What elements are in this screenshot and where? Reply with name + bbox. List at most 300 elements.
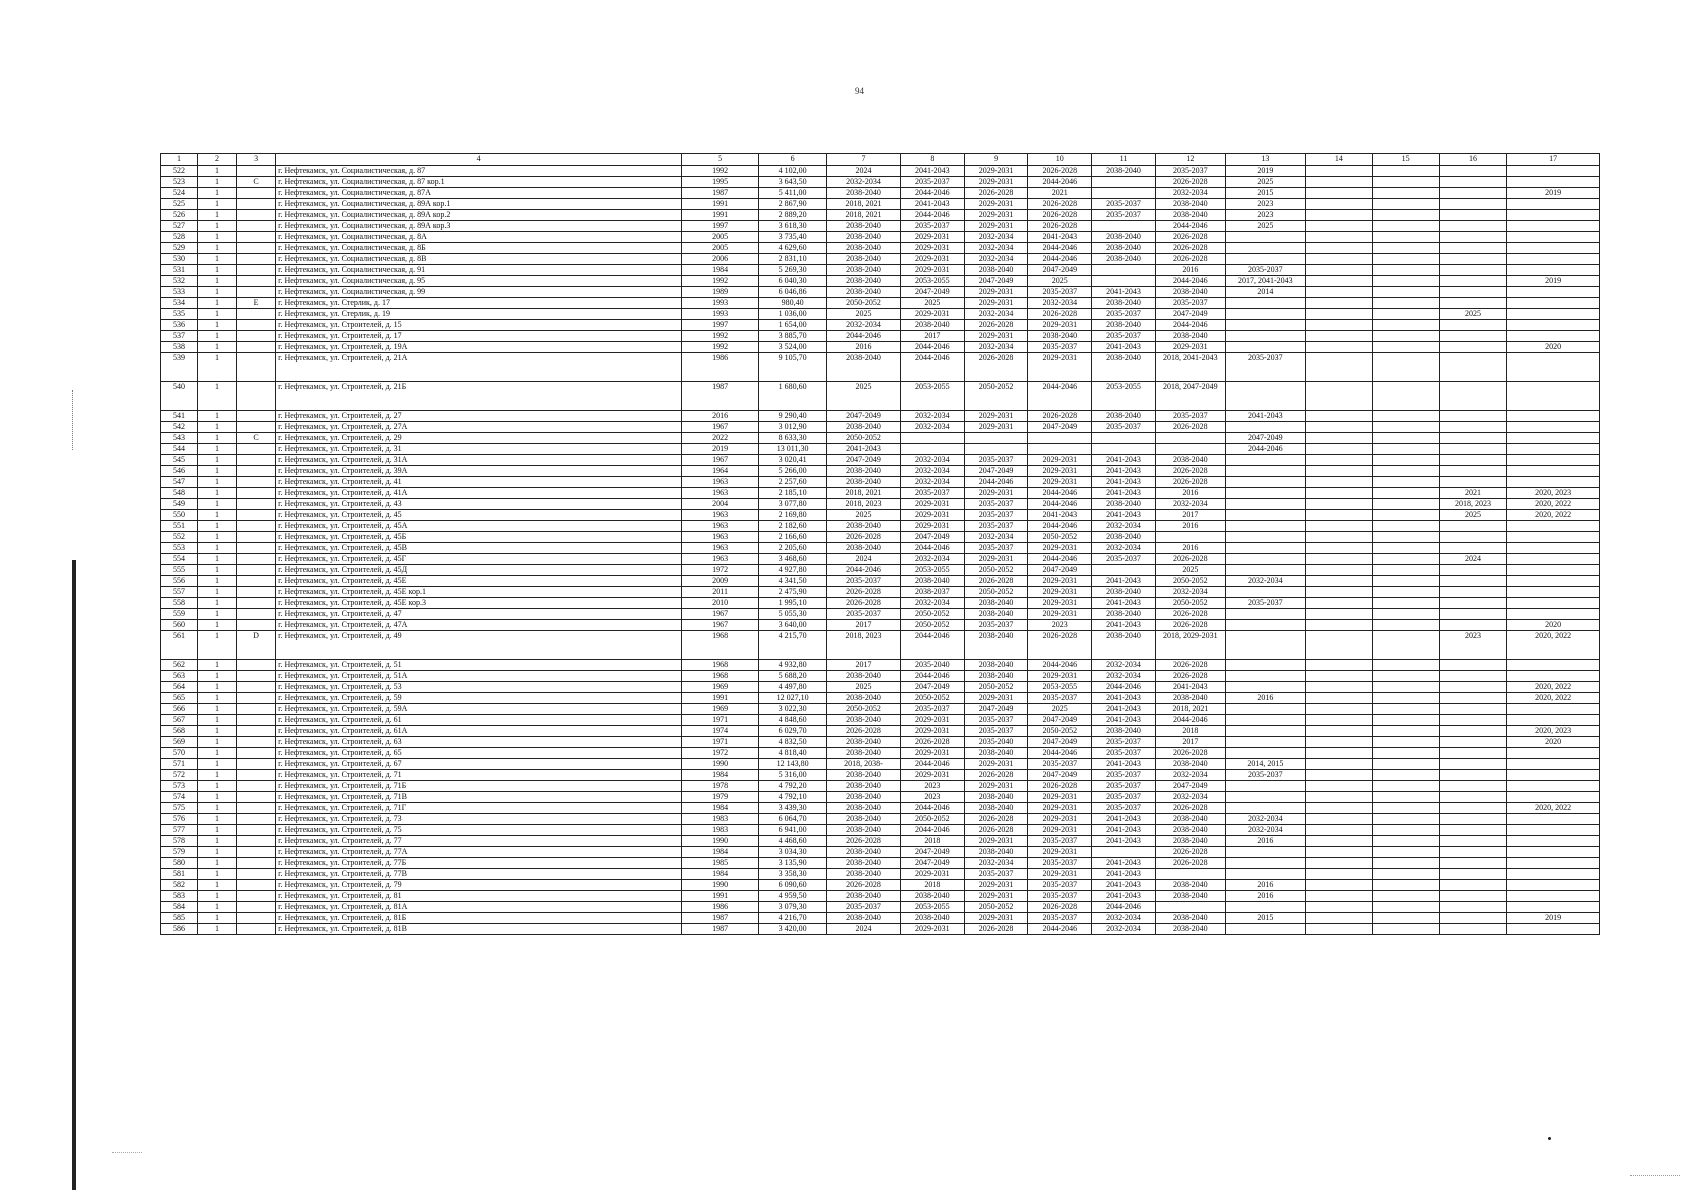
table-cell-col-1: 525 — [161, 199, 198, 210]
table-cell-col-11: 2041-2043 — [1092, 880, 1156, 891]
table-cell-col-5: 2005 — [682, 232, 759, 243]
table-cell-col-16 — [1439, 748, 1507, 759]
table-cell-col-3 — [237, 342, 276, 353]
table-cell-col-3 — [237, 748, 276, 759]
table-cell-col-3 — [237, 455, 276, 466]
table-cell-col-16: 2023 — [1439, 631, 1507, 660]
table-cell-col-8 — [901, 433, 965, 444]
table-cell-col-3 — [237, 565, 276, 576]
table-cell-col-16 — [1439, 609, 1507, 620]
table-cell-col-13 — [1225, 609, 1305, 620]
table-cell-col-9: 2026-2028 — [964, 353, 1028, 382]
table-cell-col-12: 2035-2037 — [1155, 411, 1225, 422]
table-cell-col-6: 13 011,30 — [759, 444, 827, 455]
table-cell-col-4: г. Нефтекамск, ул. Строителей, д. 27 — [276, 411, 682, 422]
table-cell-col-2: 1 — [198, 565, 237, 576]
table-cell-col-13: 2047-2049 — [1225, 433, 1305, 444]
table-cell-col-4: г. Нефтекамск, ул. Строителей, д. 43 — [276, 499, 682, 510]
table-cell-col-7: 2026-2028 — [827, 726, 901, 737]
table-cell-col-9: 2029-2031 — [964, 287, 1028, 298]
table-cell-col-7: 2044-2046 — [827, 565, 901, 576]
table-cell-col-14 — [1305, 265, 1372, 276]
table-cell-col-6: 8 633,30 — [759, 433, 827, 444]
table-cell-col-9: 2029-2031 — [964, 177, 1028, 188]
table-cell-col-12 — [1155, 433, 1225, 444]
table-cell-col-17: 2020, 2023 — [1507, 488, 1600, 499]
table-cell-col-9: 2038-2040 — [964, 660, 1028, 671]
table-cell-col-2: 1 — [198, 510, 237, 521]
table-cell-col-12: 2044-2046 — [1155, 276, 1225, 287]
table-cell-col-11 — [1092, 847, 1156, 858]
table-cell-col-15 — [1372, 521, 1439, 532]
table-cell-col-17 — [1507, 748, 1600, 759]
table-cell-col-4: г. Нефтекамск, ул. Строителей, д. 79 — [276, 880, 682, 891]
table-cell-col-7: 2038-2040 — [827, 814, 901, 825]
table-cell-col-7: 2035-2037 — [827, 576, 901, 587]
table-cell-col-6: 4 792,10 — [759, 792, 827, 803]
table-cell-col-4: г. Нефтекамск, ул. Социалистическая, д. 91 — [276, 265, 682, 276]
table-cell-col-13 — [1225, 510, 1305, 521]
table-cell-col-14 — [1305, 243, 1372, 254]
table-cell-col-15 — [1372, 466, 1439, 477]
table-cell-col-9: 2026-2028 — [964, 924, 1028, 935]
table-cell-col-17 — [1507, 891, 1600, 902]
table-cell-col-16 — [1439, 880, 1507, 891]
table-row — [161, 847, 1600, 858]
table-cell-col-4: г. Нефтекамск, ул. Социалистическая, д. 8Б — [276, 243, 682, 254]
table-cell-col-7: 2038-2040 — [827, 521, 901, 532]
table-cell-col-12: 2038-2040 — [1155, 759, 1225, 770]
table-cell-col-8: 2038-2040 — [901, 891, 965, 902]
table-cell-col-16 — [1439, 422, 1507, 433]
table-cell-col-4: г. Нефтекамск, ул. Строителей, д. 21А — [276, 353, 682, 382]
table-cell-col-2: 1 — [198, 331, 237, 342]
table-cell-col-16: 2021 — [1439, 488, 1507, 499]
table-cell-col-4: г. Нефтекамск, ул. Строителей, д. 77Б — [276, 858, 682, 869]
table-cell-col-6: 2 205,60 — [759, 543, 827, 554]
table-cell-col-13: 2023 — [1225, 199, 1305, 210]
table-cell-col-11: 2041-2043 — [1092, 598, 1156, 609]
table-cell-col-8: 2041-2043 — [901, 166, 965, 177]
table-cell-col-15 — [1372, 671, 1439, 682]
table-cell-col-15 — [1372, 598, 1439, 609]
table-cell-col-10: 2021 — [1028, 188, 1092, 199]
table-cell-col-13 — [1225, 543, 1305, 554]
table-cell-col-1: 574 — [161, 792, 198, 803]
table-row — [161, 891, 1600, 902]
table-cell-col-1: 535 — [161, 309, 198, 320]
table-row — [161, 254, 1600, 265]
table-cell-col-14 — [1305, 411, 1372, 422]
table-cell-col-1: 549 — [161, 499, 198, 510]
table-cell-col-10: 2044-2046 — [1028, 382, 1092, 411]
table-cell-col-13 — [1225, 671, 1305, 682]
table-cell-col-7: 2044-2046 — [827, 331, 901, 342]
table-cell-col-7: 2038-2040 — [827, 715, 901, 726]
table-cell-col-12: 2026-2028 — [1155, 554, 1225, 565]
table-cell-col-17 — [1507, 836, 1600, 847]
table-cell-col-9: 2035-2037 — [964, 499, 1028, 510]
table-cell-col-2: 1 — [198, 232, 237, 243]
table-cell-col-1: 565 — [161, 693, 198, 704]
table-cell-col-6: 3 640,00 — [759, 620, 827, 631]
table-cell-col-15 — [1372, 902, 1439, 913]
table-cell-col-4: г. Нефтекамск, ул. Строителей, д. 71Г — [276, 803, 682, 814]
table-cell-col-12: 2044-2046 — [1155, 320, 1225, 331]
table-cell-col-3 — [237, 836, 276, 847]
table-cell-col-1: 533 — [161, 287, 198, 298]
table-cell-col-5: 1963 — [682, 488, 759, 499]
table-cell-col-3 — [237, 803, 276, 814]
table-cell-col-17 — [1507, 924, 1600, 935]
column-header-4: 4 — [276, 154, 682, 166]
table-cell-col-9: 2026-2028 — [964, 814, 1028, 825]
table-cell-col-8: 2050-2052 — [901, 609, 965, 620]
table-cell-col-11: 2041-2043 — [1092, 858, 1156, 869]
table-cell-col-14 — [1305, 858, 1372, 869]
table-cell-col-2: 1 — [198, 576, 237, 587]
table-cell-col-1: 522 — [161, 166, 198, 177]
table-cell-col-6: 4 932,80 — [759, 660, 827, 671]
column-header-16: 16 — [1439, 154, 1507, 166]
table-cell-col-3 — [237, 671, 276, 682]
table-cell-col-4: г. Нефтекамск, ул. Строителей, д. 17 — [276, 331, 682, 342]
table-cell-col-9: 2035-2037 — [964, 510, 1028, 521]
table-cell-col-8: 2047-2049 — [901, 532, 965, 543]
table-cell-col-6: 4 959,50 — [759, 891, 827, 902]
table-cell-col-11: 2038-2040 — [1092, 499, 1156, 510]
table-cell-col-5: 1992 — [682, 331, 759, 342]
table-row — [161, 298, 1600, 309]
table-cell-col-12: 2038-2040 — [1155, 913, 1225, 924]
table-cell-col-1: 559 — [161, 609, 198, 620]
table-cell-col-11: 2041-2043 — [1092, 488, 1156, 499]
table-cell-col-9: 2035-2037 — [964, 869, 1028, 880]
table-cell-col-5: 1978 — [682, 781, 759, 792]
table-cell-col-5: 1997 — [682, 221, 759, 232]
table-cell-col-14 — [1305, 287, 1372, 298]
table-cell-col-12: 2026-2028 — [1155, 177, 1225, 188]
table-row — [161, 726, 1600, 737]
table-cell-col-7: 2032-2034 — [827, 177, 901, 188]
table-cell-col-16 — [1439, 433, 1507, 444]
table-cell-col-12: 2026-2028 — [1155, 858, 1225, 869]
table-cell-col-17 — [1507, 781, 1600, 792]
table-cell-col-6: 1 680,60 — [759, 382, 827, 411]
table-row — [161, 455, 1600, 466]
table-cell-col-16 — [1439, 671, 1507, 682]
column-header-14: 14 — [1305, 154, 1372, 166]
table-cell-col-16 — [1439, 455, 1507, 466]
table-cell-col-15 — [1372, 913, 1439, 924]
table-row — [161, 631, 1600, 660]
table-cell-col-14 — [1305, 693, 1372, 704]
table-cell-col-2: 1 — [198, 781, 237, 792]
table-cell-col-17: 2019 — [1507, 188, 1600, 199]
table-cell-col-8: 2025 — [901, 298, 965, 309]
table-row — [161, 587, 1600, 598]
table-cell-col-15 — [1372, 199, 1439, 210]
table-cell-col-2: 1 — [198, 726, 237, 737]
table-cell-col-10: 2026-2028 — [1028, 166, 1092, 177]
table-cell-col-14 — [1305, 477, 1372, 488]
table-cell-col-1: 564 — [161, 682, 198, 693]
table-cell-col-2: 1 — [198, 737, 237, 748]
table-cell-col-4: г. Нефтекамск, ул. Строителей, д. 81А — [276, 902, 682, 913]
table-cell-col-15 — [1372, 210, 1439, 221]
table-cell-col-10: 2025 — [1028, 704, 1092, 715]
table-cell-col-7: 2038-2040 — [827, 803, 901, 814]
table-cell-col-17 — [1507, 243, 1600, 254]
table-cell-col-14 — [1305, 825, 1372, 836]
table-row — [161, 287, 1600, 298]
table-cell-col-12: 2038-2040 — [1155, 814, 1225, 825]
table-cell-col-17 — [1507, 532, 1600, 543]
table-cell-col-10: 2041-2043 — [1028, 232, 1092, 243]
table-cell-col-2: 1 — [198, 254, 237, 265]
table-cell-col-6: 2 475,90 — [759, 587, 827, 598]
table-cell-col-7: 2017 — [827, 660, 901, 671]
table-cell-col-17 — [1507, 298, 1600, 309]
table-cell-col-12: 2026-2028 — [1155, 466, 1225, 477]
table-cell-col-11: 2035-2037 — [1092, 309, 1156, 320]
table-cell-col-9: 2050-2052 — [964, 587, 1028, 598]
table-cell-col-8: 2026-2028 — [901, 737, 965, 748]
table-cell-col-8: 2029-2031 — [901, 726, 965, 737]
table-cell-col-9: 2029-2031 — [964, 221, 1028, 232]
table-cell-col-11: 2035-2037 — [1092, 770, 1156, 781]
table-cell-col-10: 2025 — [1028, 276, 1092, 287]
table-cell-col-16 — [1439, 210, 1507, 221]
table-cell-col-5: 1969 — [682, 704, 759, 715]
table-cell-col-1: 551 — [161, 521, 198, 532]
table-cell-col-3 — [237, 199, 276, 210]
table-cell-col-2: 1 — [198, 880, 237, 891]
table-cell-col-1: 536 — [161, 320, 198, 331]
table-cell-col-11: 2038-2040 — [1092, 232, 1156, 243]
column-header-15: 15 — [1372, 154, 1439, 166]
table-cell-col-13 — [1225, 792, 1305, 803]
table-cell-col-3 — [237, 587, 276, 598]
table-cell-col-9: 2032-2034 — [964, 342, 1028, 353]
table-cell-col-1: 552 — [161, 532, 198, 543]
table-cell-col-17 — [1507, 287, 1600, 298]
table-cell-col-1: 527 — [161, 221, 198, 232]
table-cell-col-5: 1972 — [682, 748, 759, 759]
table-row — [161, 737, 1600, 748]
table-cell-col-13 — [1225, 309, 1305, 320]
table-cell-col-16 — [1439, 726, 1507, 737]
table-cell-col-1: 573 — [161, 781, 198, 792]
table-cell-col-9: 2035-2037 — [964, 620, 1028, 631]
table-cell-col-3 — [237, 682, 276, 693]
table-cell-col-6: 3 012,90 — [759, 422, 827, 433]
table-cell-col-13 — [1225, 858, 1305, 869]
table-cell-col-8: 2029-2031 — [901, 869, 965, 880]
table-cell-col-7: 2041-2043 — [827, 444, 901, 455]
table-row — [161, 814, 1600, 825]
table-cell-col-2: 1 — [198, 770, 237, 781]
table-cell-col-12: 2038-2040 — [1155, 199, 1225, 210]
table-cell-col-16 — [1439, 199, 1507, 210]
table-cell-col-3 — [237, 598, 276, 609]
table-cell-col-2: 1 — [198, 924, 237, 935]
table-cell-col-13: 2032-2034 — [1225, 814, 1305, 825]
table-cell-col-2: 1 — [198, 243, 237, 254]
table-cell-col-9: 2029-2031 — [964, 891, 1028, 902]
table-row — [161, 466, 1600, 477]
table-cell-col-7: 2025 — [827, 510, 901, 521]
table-cell-col-10: 2044-2046 — [1028, 177, 1092, 188]
table-cell-col-14 — [1305, 726, 1372, 737]
table-cell-col-2: 1 — [198, 847, 237, 858]
table-cell-col-13: 2035-2037 — [1225, 770, 1305, 781]
table-cell-col-7: 2047-2049 — [827, 411, 901, 422]
table-cell-col-7: 2035-2037 — [827, 902, 901, 913]
table-cell-col-5: 1991 — [682, 891, 759, 902]
table-cell-col-12: 2018, 2047-2049 — [1155, 382, 1225, 411]
table-row — [161, 781, 1600, 792]
table-row — [161, 265, 1600, 276]
table-cell-col-3 — [237, 792, 276, 803]
table-cell-col-9: 2047-2049 — [964, 466, 1028, 477]
table-cell-col-14 — [1305, 221, 1372, 232]
table-cell-col-13: 2014 — [1225, 287, 1305, 298]
table-cell-col-15 — [1372, 532, 1439, 543]
table-cell-col-10: 2029-2031 — [1028, 587, 1092, 598]
table-cell-col-5: 1991 — [682, 693, 759, 704]
table-row — [161, 188, 1600, 199]
table-cell-col-14 — [1305, 532, 1372, 543]
table-cell-col-13: 2016 — [1225, 693, 1305, 704]
table-cell-col-6: 3 618,30 — [759, 221, 827, 232]
table-cell-col-7: 2038-2040 — [827, 188, 901, 199]
table-cell-col-13 — [1225, 466, 1305, 477]
table-cell-col-11: 2044-2046 — [1092, 682, 1156, 693]
table-cell-col-2: 1 — [198, 587, 237, 598]
table-cell-col-13: 2044-2046 — [1225, 444, 1305, 455]
table-cell-col-1: 532 — [161, 276, 198, 287]
table-cell-col-5: 2019 — [682, 444, 759, 455]
table-cell-col-11: 2038-2040 — [1092, 243, 1156, 254]
table-cell-col-8: 2029-2031 — [901, 499, 965, 510]
table-row — [161, 199, 1600, 210]
table-cell-col-10: 2026-2028 — [1028, 411, 1092, 422]
table-cell-col-14 — [1305, 803, 1372, 814]
table-cell-col-11: 2032-2034 — [1092, 671, 1156, 682]
table-cell-col-5: 1967 — [682, 609, 759, 620]
table-cell-col-3 — [237, 660, 276, 671]
table-cell-col-16 — [1439, 576, 1507, 587]
table-cell-col-8: 2044-2046 — [901, 803, 965, 814]
table-cell-col-10: 2044-2046 — [1028, 554, 1092, 565]
table-cell-col-11: 2041-2043 — [1092, 836, 1156, 847]
table-cell-col-6: 2 182,60 — [759, 521, 827, 532]
table-cell-col-3 — [237, 869, 276, 880]
table-cell-col-8: 2029-2031 — [901, 748, 965, 759]
table-cell-col-8: 2044-2046 — [901, 671, 965, 682]
table-cell-col-15 — [1372, 924, 1439, 935]
table-cell-col-10: 2029-2031 — [1028, 825, 1092, 836]
table-cell-col-9: 2026-2028 — [964, 320, 1028, 331]
table-cell-col-4: г. Нефтекамск, ул. Строителей, д. 67 — [276, 759, 682, 770]
table-cell-col-15 — [1372, 726, 1439, 737]
table-row — [161, 825, 1600, 836]
table-cell-col-12 — [1155, 869, 1225, 880]
table-cell-col-8: 2044-2046 — [901, 210, 965, 221]
table-cell-col-17 — [1507, 565, 1600, 576]
table-cell-col-15 — [1372, 298, 1439, 309]
table-cell-col-15 — [1372, 891, 1439, 902]
table-cell-col-7: 2038-2040 — [827, 869, 901, 880]
table-cell-col-12: 2038-2040 — [1155, 455, 1225, 466]
table-cell-col-12 — [1155, 532, 1225, 543]
table-cell-col-17: 2020, 2022 — [1507, 682, 1600, 693]
table-cell-col-11: 2038-2040 — [1092, 353, 1156, 382]
table-cell-col-12: 2038-2040 — [1155, 287, 1225, 298]
table-row — [161, 221, 1600, 232]
table-cell-col-4: г. Нефтекамск, ул. Социалистическая, д. 87А — [276, 188, 682, 199]
table-cell-col-9: 2050-2052 — [964, 382, 1028, 411]
table-cell-col-12: 2032-2034 — [1155, 499, 1225, 510]
table-cell-col-7: 2025 — [827, 682, 901, 693]
table-cell-col-12 — [1155, 902, 1225, 913]
table-cell-col-7: 2026-2028 — [827, 598, 901, 609]
table-cell-col-15 — [1372, 803, 1439, 814]
table-cell-col-17 — [1507, 847, 1600, 858]
table-cell-col-15 — [1372, 320, 1439, 331]
table-cell-col-12: 2041-2043 — [1155, 682, 1225, 693]
table-cell-col-2: 1 — [198, 444, 237, 455]
table-cell-col-11: 2044-2046 — [1092, 902, 1156, 913]
table-cell-col-1: 548 — [161, 488, 198, 499]
table-cell-col-2: 1 — [198, 620, 237, 631]
table-cell-col-15 — [1372, 188, 1439, 199]
table-cell-col-11: 2041-2043 — [1092, 620, 1156, 631]
table-cell-col-4: г. Нефтекамск, ул. Строителей, д. 59А — [276, 704, 682, 715]
table-cell-col-9: 2050-2052 — [964, 902, 1028, 913]
table-cell-col-6: 1 036,00 — [759, 309, 827, 320]
table-cell-col-1: 575 — [161, 803, 198, 814]
table-row — [161, 320, 1600, 331]
table-cell-col-2: 1 — [198, 466, 237, 477]
table-cell-col-10: 2026-2028 — [1028, 631, 1092, 660]
table-cell-col-14 — [1305, 770, 1372, 781]
table-cell-col-3 — [237, 781, 276, 792]
table-cell-col-11: 2038-2040 — [1092, 411, 1156, 422]
table-row — [161, 488, 1600, 499]
table-cell-col-15 — [1372, 869, 1439, 880]
table-cell-col-1: 546 — [161, 466, 198, 477]
page-number: 94 — [855, 86, 864, 96]
table-cell-col-16 — [1439, 770, 1507, 781]
table-row — [161, 803, 1600, 814]
table-cell-col-7: 2016 — [827, 342, 901, 353]
table-cell-col-14 — [1305, 199, 1372, 210]
table-cell-col-8: 2035-2037 — [901, 488, 965, 499]
table-cell-col-6: 9 105,70 — [759, 353, 827, 382]
table-cell-col-8: 2032-2034 — [901, 411, 965, 422]
table-cell-col-8: 2044-2046 — [901, 759, 965, 770]
table-cell-col-4: г. Нефтекамск, ул. Строителей, д. 51 — [276, 660, 682, 671]
table-cell-col-5: 2010 — [682, 598, 759, 609]
table-cell-col-13 — [1225, 565, 1305, 576]
table-cell-col-14 — [1305, 587, 1372, 598]
table-cell-col-12: 2026-2028 — [1155, 422, 1225, 433]
table-cell-col-9: 2032-2034 — [964, 858, 1028, 869]
table-cell-col-16 — [1439, 331, 1507, 342]
table-cell-col-7: 2038-2040 — [827, 891, 901, 902]
